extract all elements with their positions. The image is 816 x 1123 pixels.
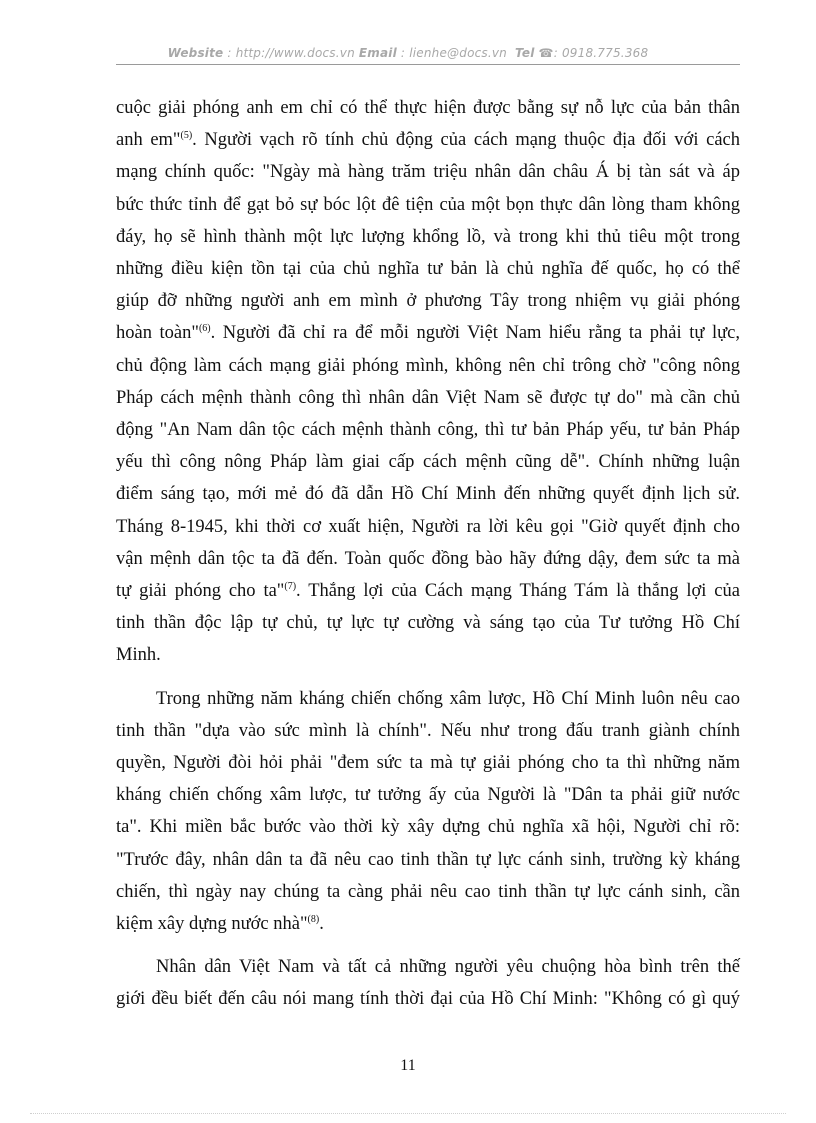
email-link[interactable]: lienhe@docs.vn [409, 46, 507, 60]
text-line: Nhân dân Việt Nam và tất cả những người yêu chuộng hòa bình trên thế [156, 957, 740, 978]
text-line: ta". Khi miền bắc bước vào thời kỳ xây dựng chủ nghĩa xã hội, Người chỉ rõ: [116, 817, 740, 838]
website-label: Website [167, 46, 224, 60]
email-sep: : [396, 46, 410, 60]
website-link[interactable]: http://www.docs.vn [235, 46, 355, 60]
footer-rule [30, 1113, 786, 1114]
text-line: yếu thì công nông Pháp làm giai cấp cách mệnh cũng dễ". Chính những luận [116, 452, 740, 473]
footnote-ref-6: (6) [198, 323, 211, 335]
phone-icon: ☎ [538, 46, 554, 60]
text-line: tinh thần "dựa vào sức mình là chính". Nếu như trong đấu tranh giành chính [116, 720, 740, 741]
text-line: kháng chiến chống xâm lược, tư tưởng ấy của Người là "Dân ta phải giữ nước [116, 785, 740, 806]
text-line: Pháp cách mệnh thành công thì nhân dân Việt Nam sẽ được tự do" mà cần chủ [116, 387, 740, 408]
footnote-ref-5: (5) [180, 130, 193, 142]
text-line: chiến, thì ngày nay chúng ta càng phải nêu cao tinh thần tự lực cánh sinh, cần [116, 881, 740, 902]
tel-label: Tel [515, 46, 535, 60]
text-line: giúp đỡ những người anh em mình ở phương Tây trong nhiệm vụ giải phóng [116, 291, 740, 312]
text-line: Tháng 8-1945, khi thời cơ xuất hiện, Người ra lời kêu gọi "Giờ quyết định cho [116, 516, 740, 537]
text-line: Minh. [116, 645, 161, 666]
text-line: cuộc giải phóng anh em chỉ có thể thực hiện được bằng sự nỗ lực của bản thân [116, 98, 740, 118]
tel-value: : 0918.775.368 [553, 46, 649, 60]
text-line: anh em"$^{(5)}$. Người vạch rõ tính chủ động của cách mạng thuộc địa đối với cách [116, 130, 740, 151]
text-line: hoàn toàn"$^{(6)}$. Người đã chỉ ra để mỗi người Việt Nam hiểu rằng ta phải tự lực, [116, 323, 740, 344]
text-line: động "An Nam dân tộc cách mệnh thành công, thì tư bản Pháp yếu, tư bản Pháp [116, 420, 740, 441]
text-line: "Trước đây, nhân dân ta đã nêu cao tinh thần tự lực cánh sinh, trường kỳ kháng [116, 849, 740, 870]
text-line: tinh thần độc lập tự chủ, tự lực tự cường và sáng tạo của Tư tưởng Hồ Chí [116, 613, 740, 634]
paragraph-1 [116, 92, 740, 672]
page-number: 11 [400, 1057, 416, 1074]
text-line: mạng chính quốc: "Ngày mà hàng trăm triệu nhân dân châu Á bị tàn sát và áp [116, 162, 740, 183]
text-line: tự giải phóng cho ta"$^{(7)}$. Thắng lợi của Cách mạng Tháng Tám là thắng lợi của [116, 581, 740, 602]
email-label: Email [358, 46, 397, 60]
text-line: vận mệnh dân tộc ta đã đến. Toàn quốc đồng bào hãy đứng dậy, đem sức ta mà [116, 548, 740, 569]
text-line: kiệm xây dựng nước nhà"$^{(8)}$. [116, 914, 324, 935]
body-text [116, 92, 740, 1016]
text-line: chủ động làm cách mạng giải phóng mình, không nên chỉ trông chờ "công nông [116, 355, 740, 376]
website-sep: : [223, 46, 236, 60]
page-header [0, 46, 816, 60]
text-line: bức thức tỉnh để gạt bỏ sự bóc lột đê tiện của một bọn thực dân lòng tham không [116, 194, 740, 215]
text-line: giới đều biết đến câu nói mang tính thời đại của Hồ Chí Minh: "Không có gì quý [116, 989, 740, 1010]
footnote-ref-7: (7) [284, 581, 297, 593]
paragraph-3 [116, 951, 740, 1015]
text-line: đáy, họ sẽ hình thành một lực lượng khổng lồ, và trong khi thủ tiêu một trong [116, 226, 740, 247]
text-line: điểm sáng tạo, mới mẻ đó đã dẫn Hồ Chí Minh đến những quyết định lịch sử. [116, 484, 740, 505]
text-line: quyền, Người đòi hỏi phải "đem sức ta mà tự giải phóng cho ta thì những năm [116, 753, 740, 774]
text-line: Trong những năm kháng chiến chống xâm lược, Hồ Chí Minh luôn nêu cao [156, 688, 740, 709]
footnote-ref-8: (8) [307, 914, 320, 926]
text-line: những điều kiện tồn tại của chủ nghĩa tư bản là chủ nghĩa đế quốc, họ có thể [116, 259, 740, 280]
paragraph-2 [116, 683, 740, 941]
header-rule [116, 64, 740, 65]
